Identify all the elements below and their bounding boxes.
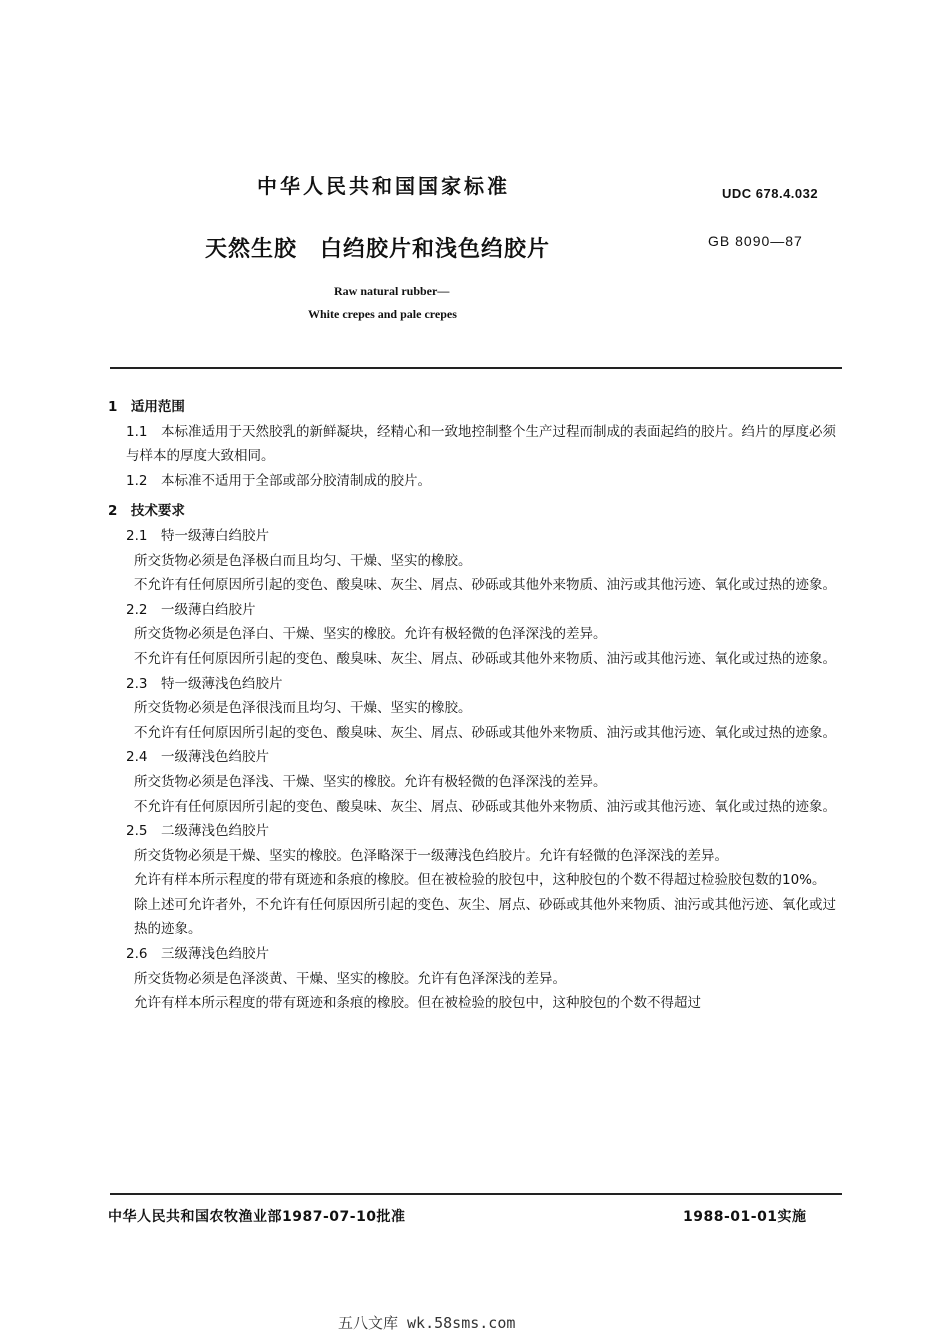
english-title-line-2: White crepes and pale crepes — [308, 307, 457, 321]
gb-code: GB 8090—87 — [708, 233, 803, 249]
paragraph: 所交货物必须是色泽淡黄、干燥、坚实的橡胶。允许有色泽深浅的差异。 — [134, 970, 566, 987]
section-heading: 2 技术要求 — [108, 503, 185, 520]
header-divider — [110, 367, 842, 369]
clause: 2.2 一级薄白绉胶片 — [126, 601, 256, 618]
paragraph: 允许有样本所示程度的带有斑迹和条痕的橡胶。但在被检验的胶包中，这种胶包的个数不得超过检验胶包数的10%。 — [134, 872, 826, 889]
clause: 1.2 本标准不适用于全部或部分胶清制成的胶片。 — [126, 472, 431, 489]
clause: 2.6 三级薄浅色绉胶片 — [126, 946, 269, 963]
paragraph: 不允许有任何原因所引起的变色、酸臭味、灰尘、屑点、砂砾或其他外来物质、油污或其他污迹、氧化或过热的迹象。 — [134, 650, 836, 667]
paragraph: 不允许有任何原因所引起的变色、酸臭味、灰尘、屑点、砂砾或其他外来物质、油污或其他污迹、氧化或过热的迹象。 — [134, 798, 836, 815]
document-body — [108, 395, 844, 1016]
effective-date: 1988-01-01实施 — [683, 1209, 807, 1225]
clause: 2.3 特一级薄浅色绉胶片 — [126, 675, 283, 692]
english-title-line-1: Raw natural rubber— — [334, 284, 450, 298]
paragraph: 所交货物必须是色泽浅、干燥、坚实的橡胶。允许有极轻微的色泽深浅的差异。 — [134, 773, 607, 790]
paragraph: 除上述可允许者外，不允许有任何原因所引起的变色、灰尘、屑点、砂砾或其他外来物质、油污或其他污迹、氧化或过热的迹象。 — [134, 896, 836, 938]
paragraph: 所交货物必须是色泽很浅而且均匀、干燥、坚实的橡胶。 — [134, 700, 472, 717]
paragraph: 所交货物必须是干燥、坚实的橡胶。色泽略深于一级薄浅色绉胶片。允许有轻微的色泽深浅的差异。 — [134, 847, 728, 864]
document-title: 天然生胶 白绉胶片和浅色绉胶片 — [205, 237, 551, 262]
footer-divider — [110, 1193, 842, 1195]
clause: 2.1 特一级薄白绉胶片 — [126, 527, 269, 544]
clause: 1.1 本标准适用于天然胶乳的新鲜凝块，经精心和一致地控制整个生产过程而制成的表面起绉的胶片。绉片的厚度必须与样本的厚度大致相同。 — [126, 423, 836, 465]
watermark: 五八文库 wk.58sms.com — [338, 1314, 516, 1332]
section-heading: 1 适用范围 — [108, 399, 185, 415]
udc-code: UDC 678.4.032 — [722, 186, 819, 201]
paragraph: 不允许有任何原因所引起的变色、酸臭味、灰尘、屑点、砂砾或其他外来物质、油污或其他污迹、氧化或过热的迹象。 — [134, 577, 836, 594]
paragraph: 所交货物必须是色泽极白而且均匀、干燥、坚实的橡胶。 — [134, 552, 472, 569]
paragraph: 所交货物必须是色泽白、干燥、坚实的橡胶。允许有极轻微的色泽深浅的差异。 — [134, 626, 607, 643]
paragraph: 允许有样本所示程度的带有斑迹和条痕的橡胶。但在被检验的胶包中，这种胶包的个数不得超过 — [134, 995, 701, 1012]
standard-name: 中华人民共和国国家标准 — [257, 174, 510, 198]
clause: 2.4 一级薄浅色绉胶片 — [126, 749, 269, 766]
approval-note: 中华人民共和国农牧渔业部1987-07-10批准 — [108, 1209, 406, 1225]
paragraph: 不允许有任何原因所引起的变色、酸臭味、灰尘、屑点、砂砾或其他外来物质、油污或其他污迹、氧化或过热的迹象。 — [134, 724, 836, 741]
clause: 2.5 二级薄浅色绉胶片 — [126, 823, 269, 840]
